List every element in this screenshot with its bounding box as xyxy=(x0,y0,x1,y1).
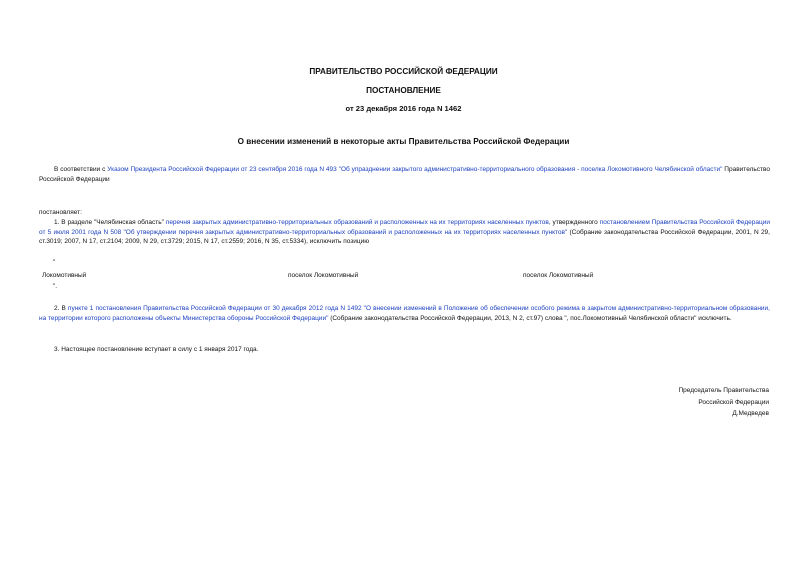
item-3-paragraph: 3. Настоящее постановление вступает в силу с 1 января 2017 года. xyxy=(54,346,259,353)
item-1-text-after: (Собрание законодательства Российской Федерации, 2001, N 29, ст.3019; 2007, N 17, ст.2104; 2009, N 29, ст.3729; 2015, N 17, ст.2559; 2016, N 35, ст.5334), исключить позицию xyxy=(39,228,770,245)
item-1-text-middle: , утвержденного xyxy=(548,219,600,226)
document-type-heading: ПОСТАНОВЛЕНИЕ xyxy=(366,86,441,95)
government-heading: ПРАВИТЕЛЬСТВО РОССИЙСКОЙ ФЕДЕРАЦИИ xyxy=(309,67,498,76)
item-2-text-before: 2. В xyxy=(54,305,68,312)
presidential-decree-link[interactable]: Указом Президента Российской Федерации от 23 сентября 2016 года N 493 "Об упразднении закрытого административно-территориального образования - поселка Локомотивного Челябинской области" xyxy=(107,166,723,173)
item-1-paragraph xyxy=(39,218,770,247)
signature-block xyxy=(678,385,769,420)
position-cell-zato: Локомотивный xyxy=(42,272,87,279)
resolution-1492-link[interactable]: пункте 1 постановления Правительства Российской Федерации от 30 декабря 2012 года N 1492 "О внесении изменений в Положение об обеспечении особого режима в закрытом административно-территориальном образовании, на территории которого расположены объекты Министерства обороны Российской Федерации" xyxy=(39,305,770,322)
document-subject: О внесении изменений в некоторые акты Правительства Российской Федерации xyxy=(237,137,570,146)
position-row xyxy=(0,271,807,281)
position-close-quote: ". xyxy=(53,283,58,290)
item-1-text-before: 1. В разделе "Челябинская область" xyxy=(54,219,166,226)
zato-list-link[interactable]: перечня закрытых административно-территориальных образований и расположенных на их территориях населенных пунктов xyxy=(165,219,549,226)
position-cell-settlement-2: поселок Локомотивный xyxy=(523,272,594,279)
resolution-508-link[interactable]: постановлением Правительства Российской Федерации от 5 июля 2001 года N 508 "Об утверждении перечня закрытых административно-территориальных образований и расположенных на их территориях населенных пунктов" xyxy=(39,219,771,236)
position-cell-settlement: поселок Локомотивный xyxy=(288,272,359,279)
position-open-quote: " xyxy=(53,259,56,266)
intro-text-before: В соответствии с xyxy=(54,166,108,173)
intro-text-after: Правительство Российской Федерации xyxy=(39,166,770,183)
signature-org: Российской Федерации xyxy=(698,398,769,406)
item-2-paragraph xyxy=(39,304,770,323)
signature-name: Д.Медведев xyxy=(732,410,769,417)
intro-paragraph xyxy=(39,165,770,184)
resolves-label: постановляет: xyxy=(39,209,82,216)
item-2-text-after: (Собрание законодательства Российской Федерации, 2013, N 2, ст.97) слова ", пос.Локомотивный Челябинской области" исключить. xyxy=(328,314,732,322)
signature-title: Председатель Правительства xyxy=(678,387,769,394)
document-date-number: от 23 декабря 2016 года N 1462 xyxy=(345,104,462,113)
